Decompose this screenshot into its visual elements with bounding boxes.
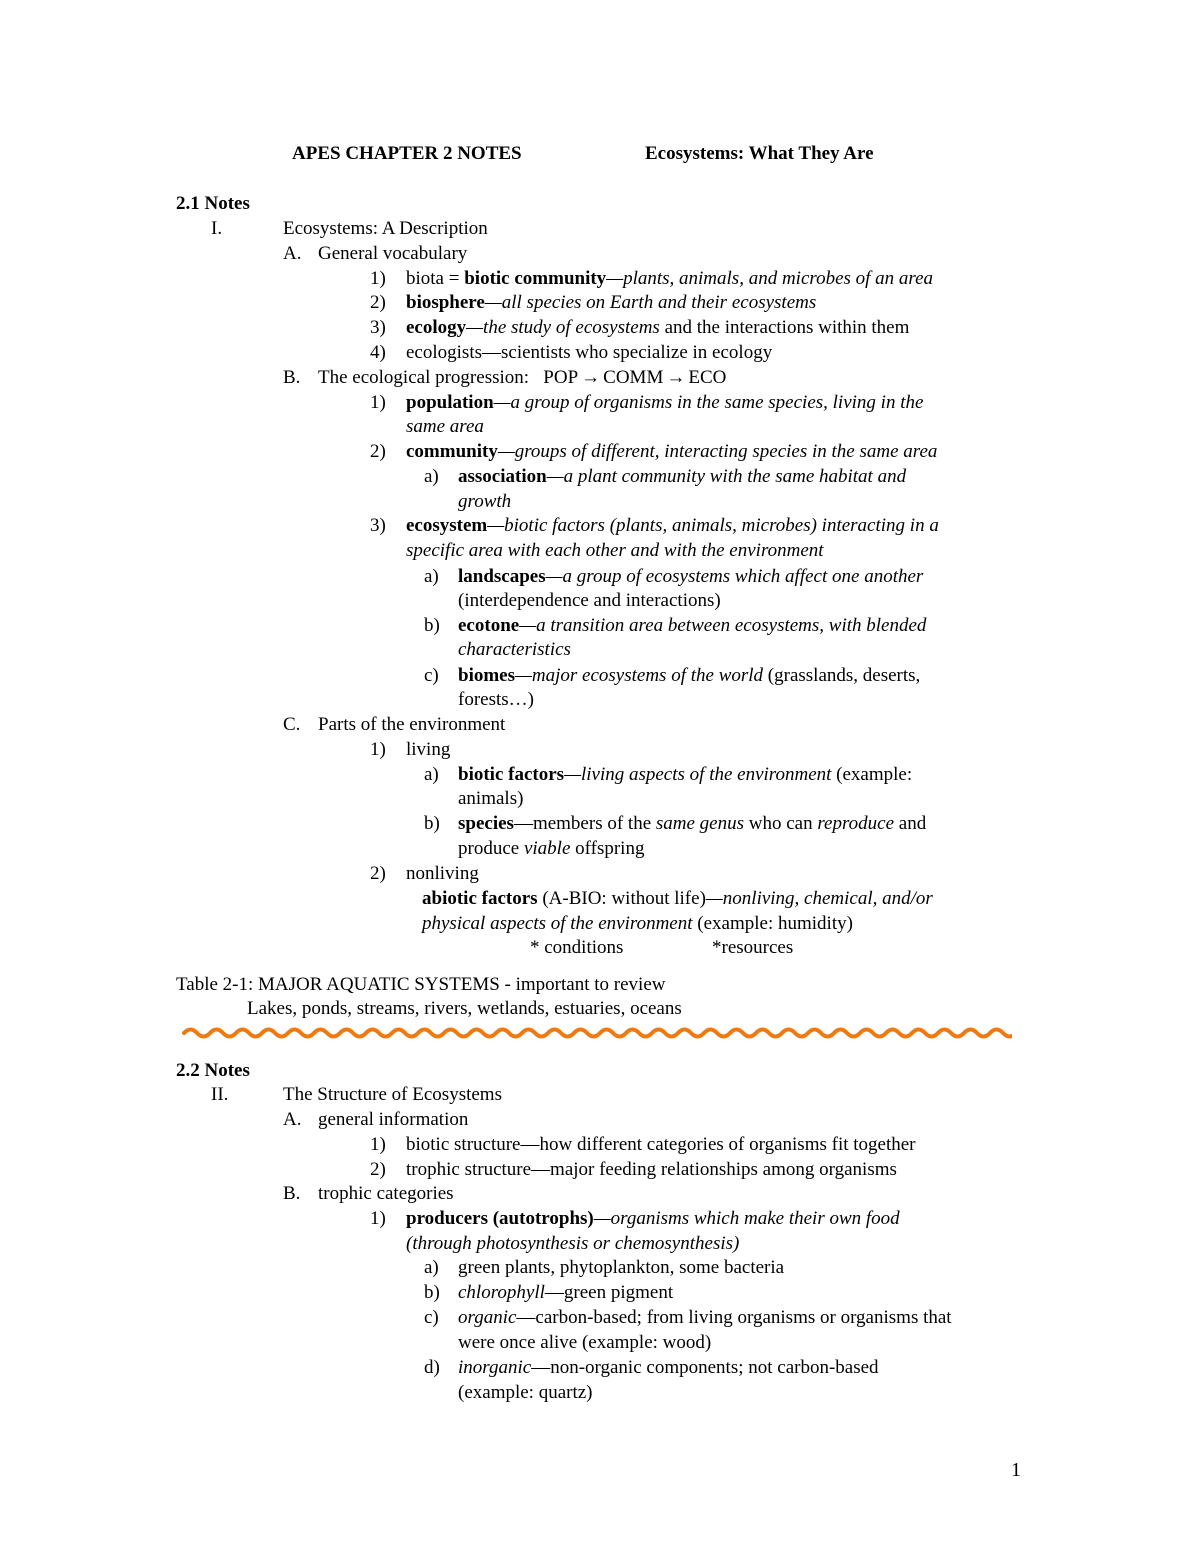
item-number: 4) — [370, 342, 386, 363]
outline-title-I: Ecosystems: A Description — [283, 218, 488, 239]
item-number: 1) — [370, 1208, 386, 1229]
item-letter: c) — [424, 665, 439, 686]
wavy-divider — [182, 1021, 1012, 1041]
vocab-abiotic-factors-cont: physical aspects of the environment (example: humidity) — [422, 913, 853, 934]
vocab-ecosystem: ecosystem—biotic factors (plants, animals, microbes) interacting in a — [406, 515, 939, 536]
producer-examples: green plants, phytoplankton, some bacteria — [458, 1257, 785, 1278]
vocab-nonliving: nonliving — [406, 863, 479, 884]
item-number: 2) — [370, 863, 386, 884]
vocab-landscapes: landscapes—a group of ecosystems which affect one another — [458, 566, 924, 587]
vocab-ecosystem-cont: specific area with each other and with the environment — [406, 540, 824, 561]
vocab-producers-cont: (through photosynthesis or chemosynthesis) — [406, 1233, 740, 1254]
item-letter: a) — [424, 466, 439, 487]
vocab-inorganic: inorganic—non-organic components; not carbon-based — [458, 1357, 879, 1378]
vocab-population-cont: same area — [406, 416, 484, 437]
vocab-biomes: biomes—major ecosystems of the world (grasslands, deserts, — [458, 665, 921, 686]
item-letter: b) — [424, 615, 440, 636]
document-title: APES CHAPTER 2 NOTES — [292, 143, 522, 164]
outline-title-C: Parts of the environment — [318, 714, 506, 735]
vocab-ecotone-cont: characteristics — [458, 639, 571, 660]
vocab-association-cont: growth — [458, 491, 512, 512]
item-letter: d) — [424, 1357, 440, 1378]
vocab-biosphere: biosphere—all species on Earth and their ecosystems — [406, 292, 817, 313]
item-letter: a) — [424, 764, 439, 785]
info-biotic-structure: biotic structure—how different categories of organisms fit together — [406, 1134, 916, 1155]
outline-title-B: trophic categories — [318, 1183, 454, 1204]
document-subtitle: Ecosystems: What They Are — [645, 143, 874, 164]
item-number: 1) — [370, 268, 386, 289]
vocab-association: association—a plant community with the same habitat and — [458, 466, 907, 487]
wavy-divider-line — [184, 1030, 1012, 1037]
vocab-biota: biota = biotic community—plants, animals, and microbes of an area — [406, 268, 934, 289]
table-note-title: Table 2-1: MAJOR AQUATIC SYSTEMS - important to review — [176, 974, 666, 995]
vocab-producers: producers (autotrophs)—organisms which make their own food — [406, 1208, 900, 1229]
outline-marker-A: A. — [283, 1109, 302, 1130]
outline-marker-B: B. — [283, 367, 301, 388]
vocab-biomes-cont: forests…) — [458, 689, 534, 710]
item-letter: b) — [424, 813, 440, 834]
vocab-biotic-factors: biotic factors—living aspects of the environment (example: — [458, 764, 913, 785]
vocab-population: population—a group of organisms in the same species, living in the — [406, 392, 924, 413]
item-letter: c) — [424, 1307, 439, 1328]
table-note-list: Lakes, ponds, streams, rivers, wetlands, estuaries, oceans — [247, 998, 682, 1019]
vocab-ecologists: ecologists—scientists who specialize in ecology — [406, 342, 773, 363]
right-arrow-icon: → — [666, 367, 686, 388]
section-heading-2-2: 2.2 Notes — [176, 1060, 250, 1081]
outline-marker-II: II. — [211, 1084, 229, 1105]
item-number: 2) — [370, 1159, 386, 1180]
item-number: 1) — [370, 392, 386, 413]
note-conditions: * conditions — [530, 937, 624, 958]
page-number: 1 — [1011, 1459, 1021, 1481]
item-letter: a) — [424, 566, 439, 587]
vocab-abiotic-factors: abiotic factors (A-BIO: without life)—nonliving, chemical, and/or — [422, 888, 933, 909]
outline-title-A: general information — [318, 1109, 469, 1130]
vocab-community: community—groups of different, interacting species in the same area — [406, 441, 938, 462]
vocab-ecotone: ecotone—a transition area between ecosystems, with blended — [458, 615, 927, 636]
vocab-inorganic-cont: (example: quartz) — [458, 1382, 593, 1403]
vocab-chlorophyll: chlorophyll—green pigment — [458, 1282, 674, 1303]
item-number: 1) — [370, 739, 386, 760]
vocab-organic-cont: were once alive (example: wood) — [458, 1332, 712, 1353]
vocab-living: living — [406, 739, 451, 760]
item-number: 1) — [370, 1134, 386, 1155]
outline-title-A: General vocabulary — [318, 243, 468, 264]
section-heading-2-1: 2.1 Notes — [176, 193, 250, 214]
outline-marker-B: B. — [283, 1183, 301, 1204]
item-number: 3) — [370, 515, 386, 536]
info-trophic-structure: trophic structure—major feeding relationships among organisms — [406, 1159, 897, 1180]
vocab-organic: organic—carbon-based; from living organisms or organisms that — [458, 1307, 952, 1328]
outline-title-B: The ecological progression: POP → COMM → ECO — [318, 367, 727, 388]
vocab-species-cont: produce viable offspring — [458, 838, 645, 859]
outline-marker-C: C. — [283, 714, 301, 735]
right-arrow-icon: → — [581, 367, 601, 388]
outline-marker-A: A. — [283, 243, 302, 264]
item-letter: b) — [424, 1282, 440, 1303]
item-number: 2) — [370, 292, 386, 313]
vocab-ecology: ecology—the study of ecosystems and the interactions within them — [406, 317, 910, 338]
note-resources: *resources — [712, 937, 794, 958]
outline-marker-I: I. — [211, 218, 223, 239]
vocab-species: species—members of the same genus who can reproduce and — [458, 813, 927, 834]
item-letter: a) — [424, 1257, 439, 1278]
vocab-biotic-factors-cont: animals) — [458, 788, 524, 809]
vocab-landscapes-cont: (interdependence and interactions) — [458, 590, 721, 611]
item-number: 3) — [370, 317, 386, 338]
outline-title-II: The Structure of Ecosystems — [283, 1084, 502, 1105]
item-number: 2) — [370, 441, 386, 462]
